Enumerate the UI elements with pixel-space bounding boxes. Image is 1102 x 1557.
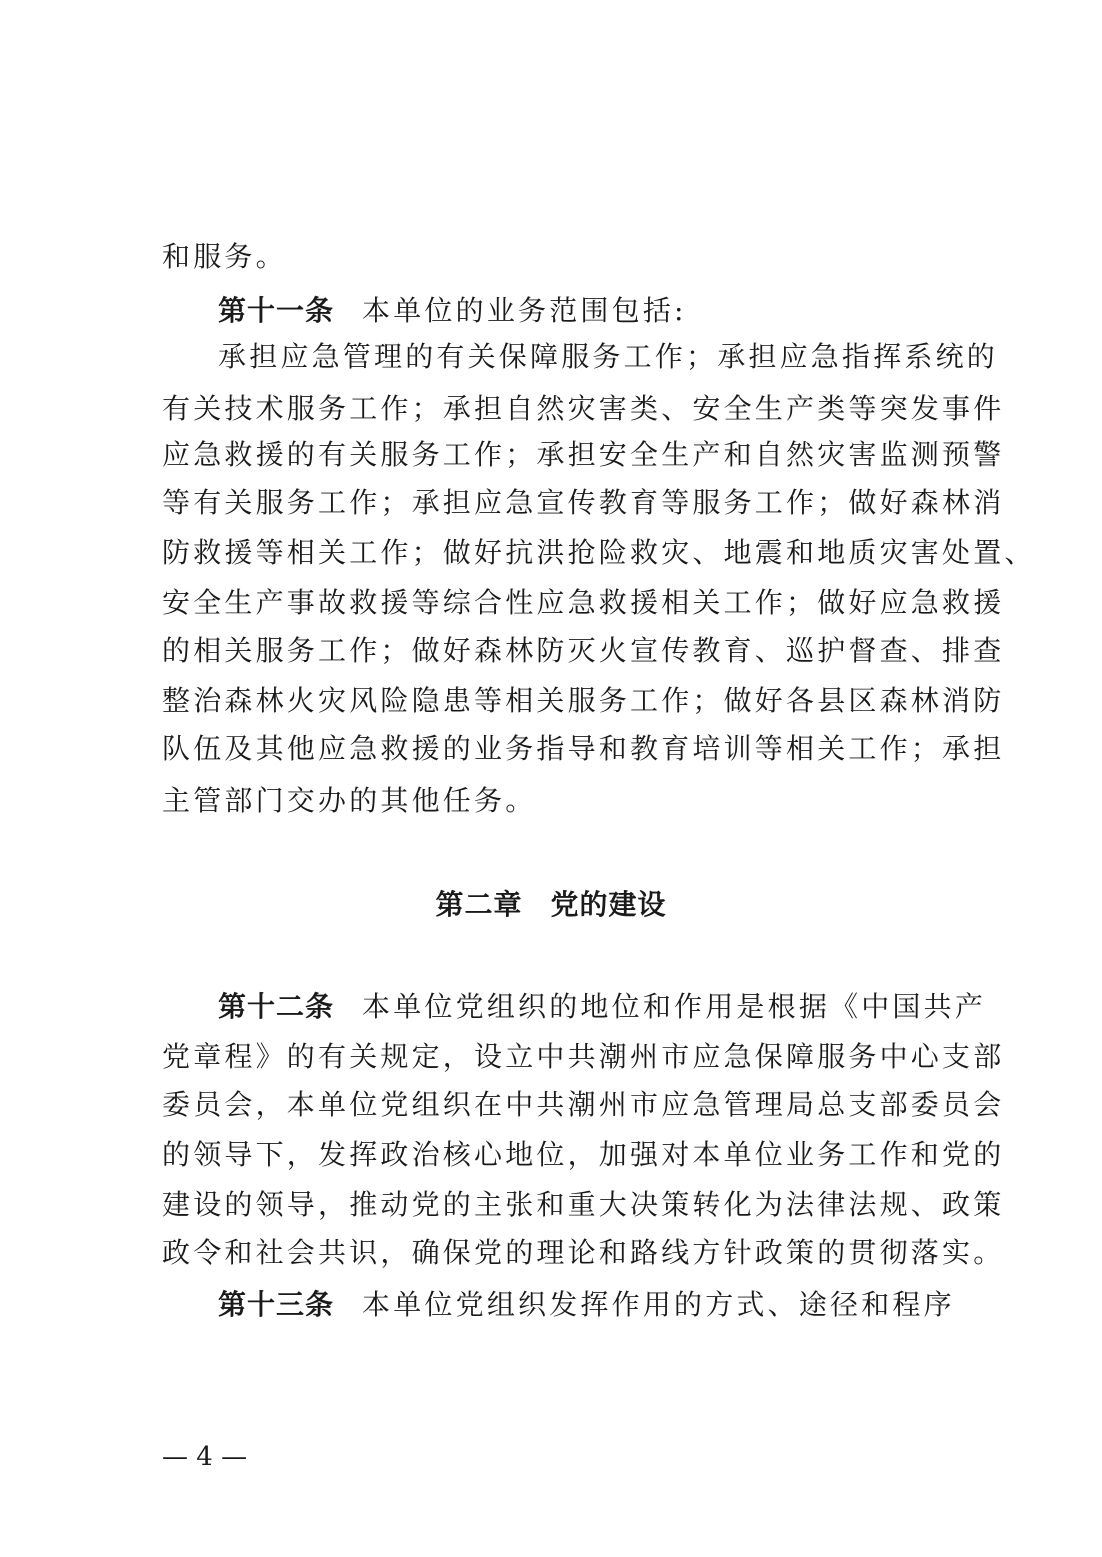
article-11-line: 等有关服务工作；承担应急宣传教育等服务工作；做好森林消 (162, 486, 1005, 519)
article-11-line: 有关技术服务工作；承担自然灾害类、安全生产类等突发事件 (162, 392, 1005, 425)
paragraph-intro-tail: 和服务。 (162, 240, 287, 273)
article-11-line: 防救援等相关工作；做好抗洪抢险救灾、地震和地质灾害处置、 (162, 536, 1036, 569)
article-13-first-line: 本单位党组织发挥作用的方式、途径和程序 (362, 1288, 955, 1321)
article-11-title-line (218, 294, 942, 328)
article-12-line: 政令和社会共识，确保党的理论和路线方针政策的贯彻落实。 (162, 1236, 1005, 1269)
article-11-line: 主管部门交办的其他任务。 (162, 784, 537, 817)
article-12-line: 的领导下，发挥政治核心地位，加强对本单位业务工作和党的 (162, 1138, 1005, 1171)
article-11-line: 承担应急管理的有关保障服务工作；承担应急指挥系统的 (218, 340, 999, 373)
article-12-first-line: 本单位党组织的地位和作用是根据《中国共产 (362, 990, 987, 1023)
article-12-line: 建设的领导，推动党的主张和重大决策转化为法律法规、政策 (162, 1188, 1005, 1221)
article-11-line: 安全生产事故救援等综合性应急救援相关工作；做好应急救援 (162, 586, 1005, 619)
article-12-line: 委员会，本单位党组织在中共潮州市应急管理局总支部委员会 (162, 1088, 1005, 1121)
page-number: — 4 — (162, 1442, 248, 1472)
article-13-title-line (218, 1288, 955, 1322)
article-13-heading: 第十三条 (218, 1288, 335, 1321)
article-12-line: 党章程》的有关规定，设立中共潮州市应急保障服务中心支部 (162, 1040, 1005, 1073)
chapter-name: 党的建设 (550, 888, 667, 921)
article-11-text: 本单位的业务范围包括: (362, 294, 687, 327)
article-12-heading: 第十二条 (218, 990, 335, 1023)
article-12-title-line (218, 990, 987, 1024)
article-11-line: 的相关服务工作；做好森林防灭火宣传教育、巡护督查、排查 (162, 634, 1005, 667)
article-11-line: 应急救援的有关服务工作；承担安全生产和自然灾害监测预警 (162, 438, 1005, 471)
chapter-heading (0, 888, 1102, 922)
article-11-line: 整治森林火灾风险隐患等相关服务工作；做好各县区森林消防 (162, 684, 1005, 717)
article-11-heading: 第十一条 (218, 294, 335, 327)
article-11-line: 队伍及其他应急救援的业务指导和教育培训等相关工作；承担 (162, 732, 1005, 765)
chapter-number: 第二章 (435, 888, 523, 921)
